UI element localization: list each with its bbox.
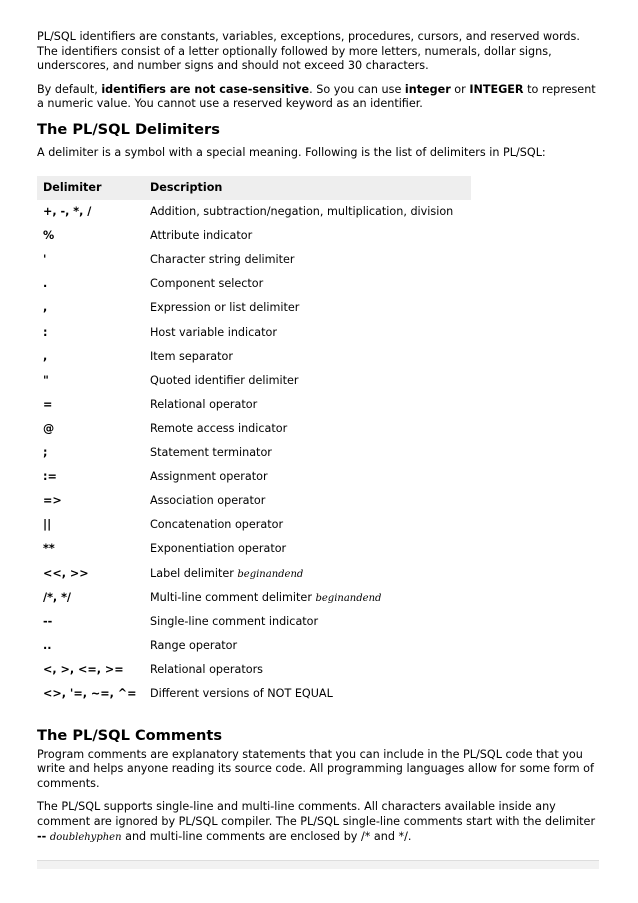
column-header-description: Description bbox=[150, 181, 223, 195]
table-row bbox=[37, 224, 471, 248]
table-row bbox=[37, 344, 471, 368]
description-text: Label delimiter bbox=[150, 566, 238, 580]
delimiter-cell: , bbox=[43, 349, 48, 363]
comments-paragraph-2 bbox=[37, 800, 599, 845]
description-text: Item separator bbox=[150, 349, 233, 363]
delimiter-cell: => bbox=[43, 494, 62, 508]
delimiter-cell: /*, */ bbox=[43, 590, 72, 604]
description-cell bbox=[144, 248, 471, 272]
delimiter-cell: = bbox=[43, 397, 53, 411]
description-cell bbox=[144, 537, 471, 561]
description-text: Range operator bbox=[150, 638, 238, 652]
description-text: Concatenation operator bbox=[150, 518, 284, 532]
description-text: Character string delimiter bbox=[150, 253, 295, 267]
delimiter-cell: " bbox=[43, 373, 49, 387]
intro-p2-bold-lower: integer bbox=[404, 82, 451, 96]
table-row bbox=[37, 561, 471, 585]
description-text: Component selector bbox=[150, 277, 264, 291]
comments-heading: The PL/SQL Comments bbox=[37, 726, 223, 744]
description-cell bbox=[144, 465, 471, 489]
description-cell bbox=[144, 489, 471, 513]
table-row bbox=[37, 681, 471, 705]
description-cell bbox=[144, 657, 471, 681]
table-row bbox=[37, 320, 471, 344]
document-page bbox=[37, 30, 599, 845]
description-text: Exponentiation operator bbox=[150, 542, 287, 556]
intro-p2-bold-case: identifiers are not case-sensitive bbox=[101, 82, 310, 96]
description-note: beginandend bbox=[237, 568, 304, 580]
code-block-top bbox=[37, 860, 599, 869]
column-header-delimiter: Delimiter bbox=[43, 181, 102, 195]
comments-p2-text: and multi-line comments are enclosed by /* and */. bbox=[121, 829, 412, 843]
description-cell bbox=[144, 513, 471, 537]
delimiter-cell: @ bbox=[43, 421, 55, 435]
comments-p2-note: doublehyphen bbox=[49, 831, 122, 843]
delimiters-heading: The PL/SQL Delimiters bbox=[37, 120, 220, 138]
description-cell bbox=[144, 344, 471, 368]
table-row bbox=[37, 392, 471, 416]
comments-paragraph-1: Program comments are explanatory statements that you can include in the PL/SQL code that you write and helps anyone reading its source code. All programming languages allow for some form of comments. bbox=[37, 747, 594, 790]
intro-p2-bold-upper: INTEGER bbox=[469, 82, 524, 96]
intro-paragraph-1: PL/SQL identifiers are constants, variables, exceptions, procedures, cursors, and reserved words. The identifiers consist of a letter optionally followed by more letters, numerals, dollar signs, underscores, and number signs and should not exceed 30 characters. bbox=[37, 30, 580, 73]
description-cell bbox=[144, 368, 471, 392]
intro-p2-text: By default, bbox=[37, 82, 102, 96]
table-row bbox=[37, 657, 471, 681]
delimiters-table bbox=[37, 176, 471, 706]
table-row bbox=[37, 465, 471, 489]
description-cell bbox=[144, 681, 471, 705]
intro-p2-text: or bbox=[450, 82, 470, 96]
table-row bbox=[37, 248, 471, 272]
description-text: Single-line comment indicator bbox=[150, 614, 319, 628]
description-text: Relational operator bbox=[150, 397, 258, 411]
delimiter-cell: <>, '=, ~=, ^= bbox=[43, 686, 137, 700]
description-text: Assignment operator bbox=[150, 470, 268, 484]
description-text: Multi-line comment delimiter bbox=[150, 590, 316, 604]
delimiter-cell: ** bbox=[43, 542, 55, 556]
description-cell bbox=[144, 609, 471, 633]
table-header-row bbox=[37, 176, 471, 200]
table-row bbox=[37, 368, 471, 392]
table-row bbox=[37, 416, 471, 440]
delimiter-cell: <<, >> bbox=[43, 566, 89, 580]
description-cell bbox=[144, 296, 471, 320]
table-row bbox=[37, 513, 471, 537]
delimiter-cell: % bbox=[43, 229, 55, 243]
table-row bbox=[37, 272, 471, 296]
table-row bbox=[37, 537, 471, 561]
description-cell bbox=[144, 416, 471, 440]
description-text: Association operator bbox=[150, 494, 266, 508]
description-text: Statement terminator bbox=[150, 446, 272, 460]
table-row bbox=[37, 441, 471, 465]
description-cell bbox=[144, 633, 471, 657]
delimiters-intro: A delimiter is a symbol with a special meaning. Following is the list of delimiters in PL/SQL: bbox=[37, 145, 546, 159]
table-row bbox=[37, 585, 471, 609]
delimiter-cell: ; bbox=[43, 446, 48, 460]
description-text: Relational operators bbox=[150, 662, 264, 676]
delimiter-cell: , bbox=[43, 301, 48, 315]
table-body bbox=[37, 200, 471, 706]
intro-p2-text: . So you can use bbox=[309, 82, 405, 96]
table-row bbox=[37, 200, 471, 224]
description-cell bbox=[144, 561, 471, 585]
description-text: Different versions of NOT EQUAL bbox=[150, 686, 333, 700]
description-text: Host variable indicator bbox=[150, 325, 277, 339]
description-cell bbox=[144, 441, 471, 465]
description-text: Attribute indicator bbox=[150, 229, 253, 243]
description-cell bbox=[144, 392, 471, 416]
description-note: beginandend bbox=[315, 592, 382, 604]
description-text: Remote access indicator bbox=[150, 421, 288, 435]
delimiter-cell: := bbox=[43, 470, 57, 484]
table-row bbox=[37, 489, 471, 513]
delimiter-cell: <, >, <=, >= bbox=[43, 662, 124, 676]
delimiter-cell: : bbox=[43, 325, 48, 339]
delimiter-cell: || bbox=[43, 518, 52, 532]
comments-p2-text: The PL/SQL supports single-line and multi-line comments. All characters available inside any comment are ignored by PL/SQL compiler. The PL/SQL single-line comments start with the delimiter bbox=[37, 800, 596, 828]
intro-p2-text: to represent a numeric value. You cannot use a reserved keyword as an identifier. bbox=[37, 82, 596, 111]
description-cell bbox=[144, 585, 471, 609]
comments-p2-double-hyphen: -- bbox=[37, 829, 47, 843]
description-cell bbox=[144, 272, 471, 296]
table-row bbox=[37, 609, 471, 633]
intro-paragraph-2 bbox=[37, 83, 599, 112]
delimiter-cell: -- bbox=[43, 614, 53, 628]
description-cell bbox=[144, 200, 471, 224]
table-row bbox=[37, 633, 471, 657]
description-text: Expression or list delimiter bbox=[150, 301, 300, 315]
description-text: Quoted identifier delimiter bbox=[150, 373, 299, 387]
description-cell bbox=[144, 224, 471, 248]
description-cell bbox=[144, 320, 471, 344]
delimiter-cell: . bbox=[43, 277, 48, 291]
delimiter-cell: .. bbox=[43, 638, 52, 652]
description-text: Addition, subtraction/negation, multiplication, division bbox=[150, 205, 454, 219]
delimiter-cell: +, -, *, / bbox=[43, 205, 92, 219]
table-row bbox=[37, 296, 471, 320]
delimiter-cell: ' bbox=[43, 253, 47, 267]
